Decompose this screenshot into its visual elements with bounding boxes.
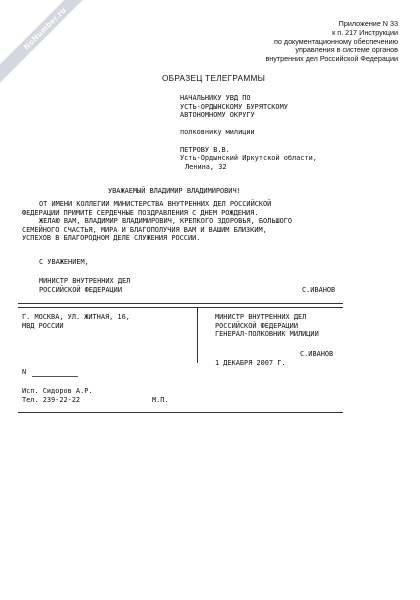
signature-post-line: МИНИСТР ВНУТРЕННИХ ДЕЛ [39,277,131,285]
body-text [22,200,292,243]
sender-name: С.ИВАНОВ [300,350,334,358]
addressee-name: ПЕТРОВУ В.В. [180,145,230,154]
seal-mark: М.П. [152,396,169,404]
divider-line [18,307,343,308]
body-line: ОТ ИМЕНИ КОЛЛЕГИИ МИНИСТЕРСТВА ВНУТРЕННИХ ДЕЛ РОССИЙСКОЙ [39,200,272,208]
body-line: СЕМЕЙНОГО СЧАСТЬЯ, МИРА И БЛАГОПОЛУЧИЯ ВАМ И ВАШИМ БЛИЗКИМ, [22,225,267,234]
column-divider [197,307,198,363]
document-title: ОБРАЗЕЦ ТЕЛЕГРАММЫ [162,74,266,83]
sender-date: 1 ДЕКАБРЯ 2007 Г. [215,359,286,367]
number-label: N [22,368,27,376]
divider-line [18,303,343,304]
sender-post [215,313,319,339]
appendix-line: по документационному обеспечению [273,36,398,46]
addressee-block [180,94,317,171]
sender-post-line: РОССИЙСКОЙ ФЕДЕРАЦИИ [215,321,298,330]
signature-post-line: РОССИЙСКОЙ ФЕДЕРАЦИИ [39,285,122,294]
appendix-line: Приложение N 33 [338,19,398,28]
addressee-line: НАЧАЛЬНИКУ УВД ПО [180,94,251,102]
addressee-line: УСТЬ-ОРДЫНСКОМУ БУРЯТСКОМУ [180,102,288,111]
bottom-divider-line [18,412,343,413]
number-line [32,376,78,377]
sender-address [22,313,130,330]
watermark-ribbon [0,0,103,86]
body-line: ЖЕЛАЮ ВАМ, ВЛАДИМИР ВЛАДИМИРОВИЧ, КРЕПКОГО ЗДОРОВЬЯ, БОЛЬШОГО [39,217,293,226]
sender-post-line: ГЕНЕРАЛ-ПОЛКОВНИК МИЛИЦИИ [215,330,319,339]
watermark-text: NoNumber.ru [21,5,69,52]
sender-post-line: МИНИСТР ВНУТРЕННИХ ДЕЛ [215,313,307,321]
appendix-block [198,20,398,64]
appendix-line: к п. 217 Инструкции [332,27,398,37]
sender-address-line: МВД РОССИИ [22,321,64,330]
body-line: ФЕДЕРАЦИИ ПРИМИТЕ СЕРДЕЧНЫЕ ПОЗДРАВЛЕНИЯ С ДНЕМ РОЖДЕНИЯ. [22,208,259,217]
addressee-address: Усть-Ордынский Иркутской области, [180,154,317,163]
addressee-line: АВТОНОМНОМУ ОКРУГУ [180,111,255,120]
appendix-line: внутренних дел Российской Федерации [265,54,398,64]
signature-post [39,277,130,294]
executor-phone: Тел. 239-22-22 [22,396,81,404]
addressee-address: Ленина, 32 [185,162,227,171]
greeting: УВАЖАЕМЫЙ ВЛАДИМИР ВЛАДИМИРОВИЧ! [108,187,241,195]
body-line: УСПЕХОВ В БЛАГОРОДНОМ ДЕЛЕ СЛУЖЕНИЯ РОССИИ. [22,234,201,243]
signature-name: С.ИВАНОВ [302,286,336,294]
executor-name: Исп. Сидоров А.Р. [22,387,93,395]
sender-address-line: Г. МОСКВА, УЛ. ЖИТНАЯ, 16, [22,313,130,321]
appendix-line: управления в системе органов [295,45,398,55]
addressee-rank: полковнику милиции [180,128,255,137]
closing: С УВАЖЕНИЕМ, [39,258,89,266]
